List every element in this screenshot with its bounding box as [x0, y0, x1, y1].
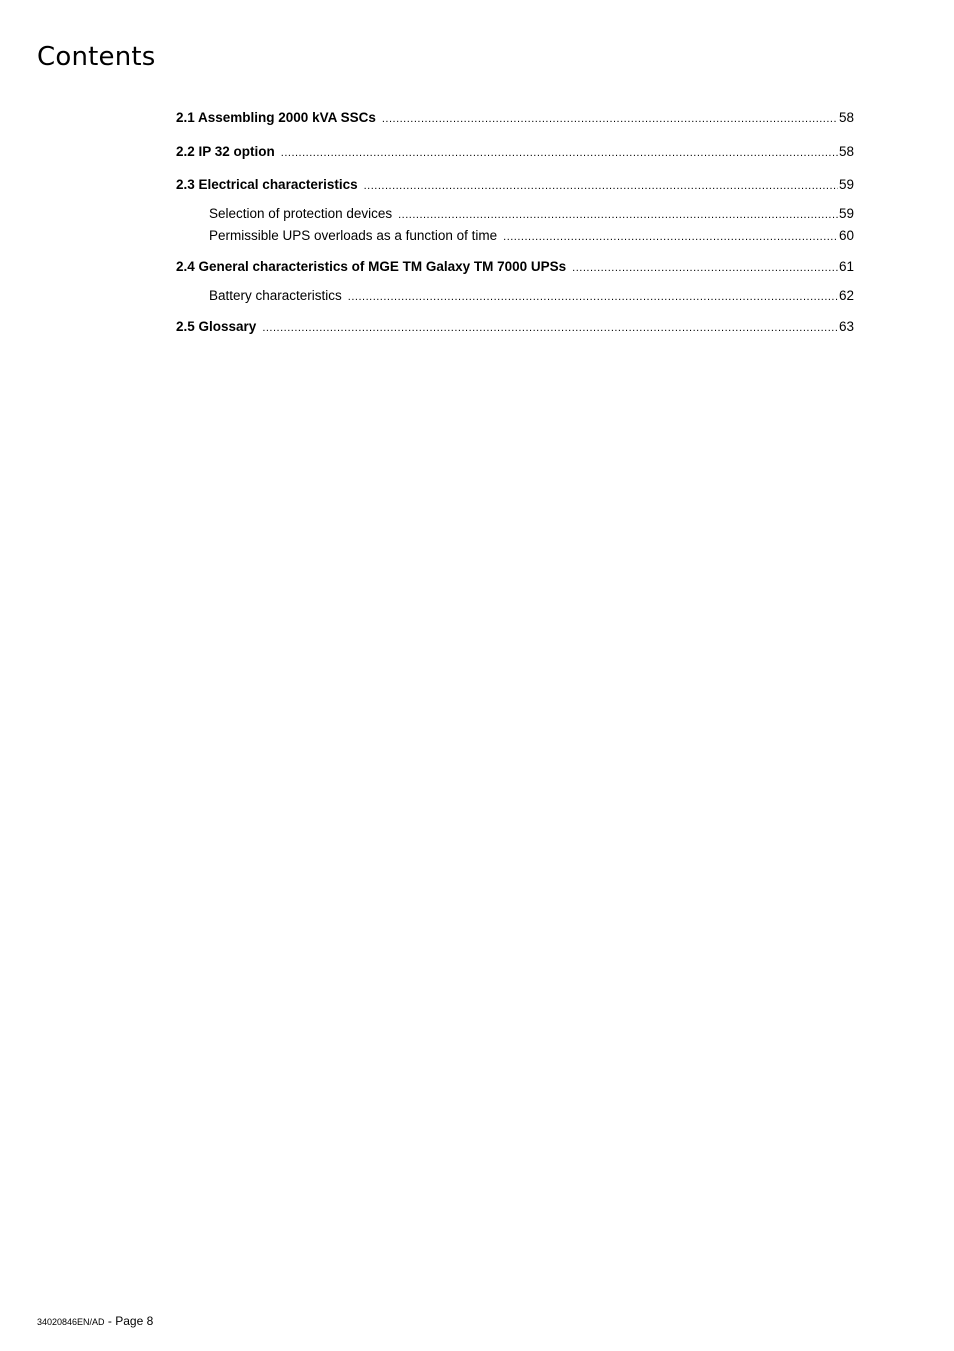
- dot-leader: [382, 110, 838, 128]
- toc-entry-label: Permissible UPS overloads as a function of time: [209, 228, 498, 243]
- toc-entry-ups-overloads[interactable]: [209, 227, 854, 246]
- dot-leader: [364, 177, 838, 195]
- toc-entry-label: 2.3 Electrical characteristics: [176, 177, 358, 192]
- dot-leader: [503, 228, 838, 246]
- toc-entry-label: 2.1 Assembling 2000 kVA SSCs: [176, 110, 376, 125]
- dot-leader: [262, 319, 838, 337]
- toc-entry-page: 62: [838, 288, 854, 303]
- toc-entry-2-2[interactable]: [176, 143, 854, 162]
- toc-entry-page: 61: [838, 259, 854, 274]
- document-code: 34020846EN/AD: [37, 1317, 105, 1327]
- toc-entry-page: 59: [838, 206, 854, 221]
- toc-entry-2-5[interactable]: [176, 318, 854, 337]
- dot-leader: [281, 144, 838, 162]
- page-footer: [37, 1313, 153, 1330]
- toc-entry-label: Battery characteristics: [209, 288, 342, 303]
- toc-entry-2-1[interactable]: [176, 109, 854, 128]
- toc-entry-protection-devices[interactable]: [209, 205, 854, 224]
- toc-entry-2-4[interactable]: [176, 258, 854, 277]
- toc-entry-2-3[interactable]: [176, 176, 854, 195]
- toc-entry-label: Selection of protection devices: [209, 206, 393, 221]
- dot-leader: [572, 259, 838, 277]
- toc-entry-page: 60: [838, 228, 854, 243]
- toc-entry-label: 2.5 Glossary: [176, 319, 257, 334]
- dot-leader: [348, 288, 838, 306]
- toc-entry-label: 2.2 IP 32 option: [176, 144, 275, 159]
- toc-entry-page: 58: [838, 110, 854, 125]
- toc-entry-page: 59: [838, 177, 854, 192]
- toc-entry-battery-characteristics[interactable]: [209, 287, 854, 306]
- page-title: Contents: [37, 42, 156, 72]
- toc-entry-label: 2.4 General characteristics of MGE TM Galaxy TM 7000 UPSs: [176, 259, 567, 274]
- toc-entry-page: 63: [838, 319, 854, 334]
- page-number: - Page 8: [104, 1314, 154, 1328]
- dot-leader: [398, 206, 838, 224]
- toc-entry-page: 58: [838, 144, 854, 159]
